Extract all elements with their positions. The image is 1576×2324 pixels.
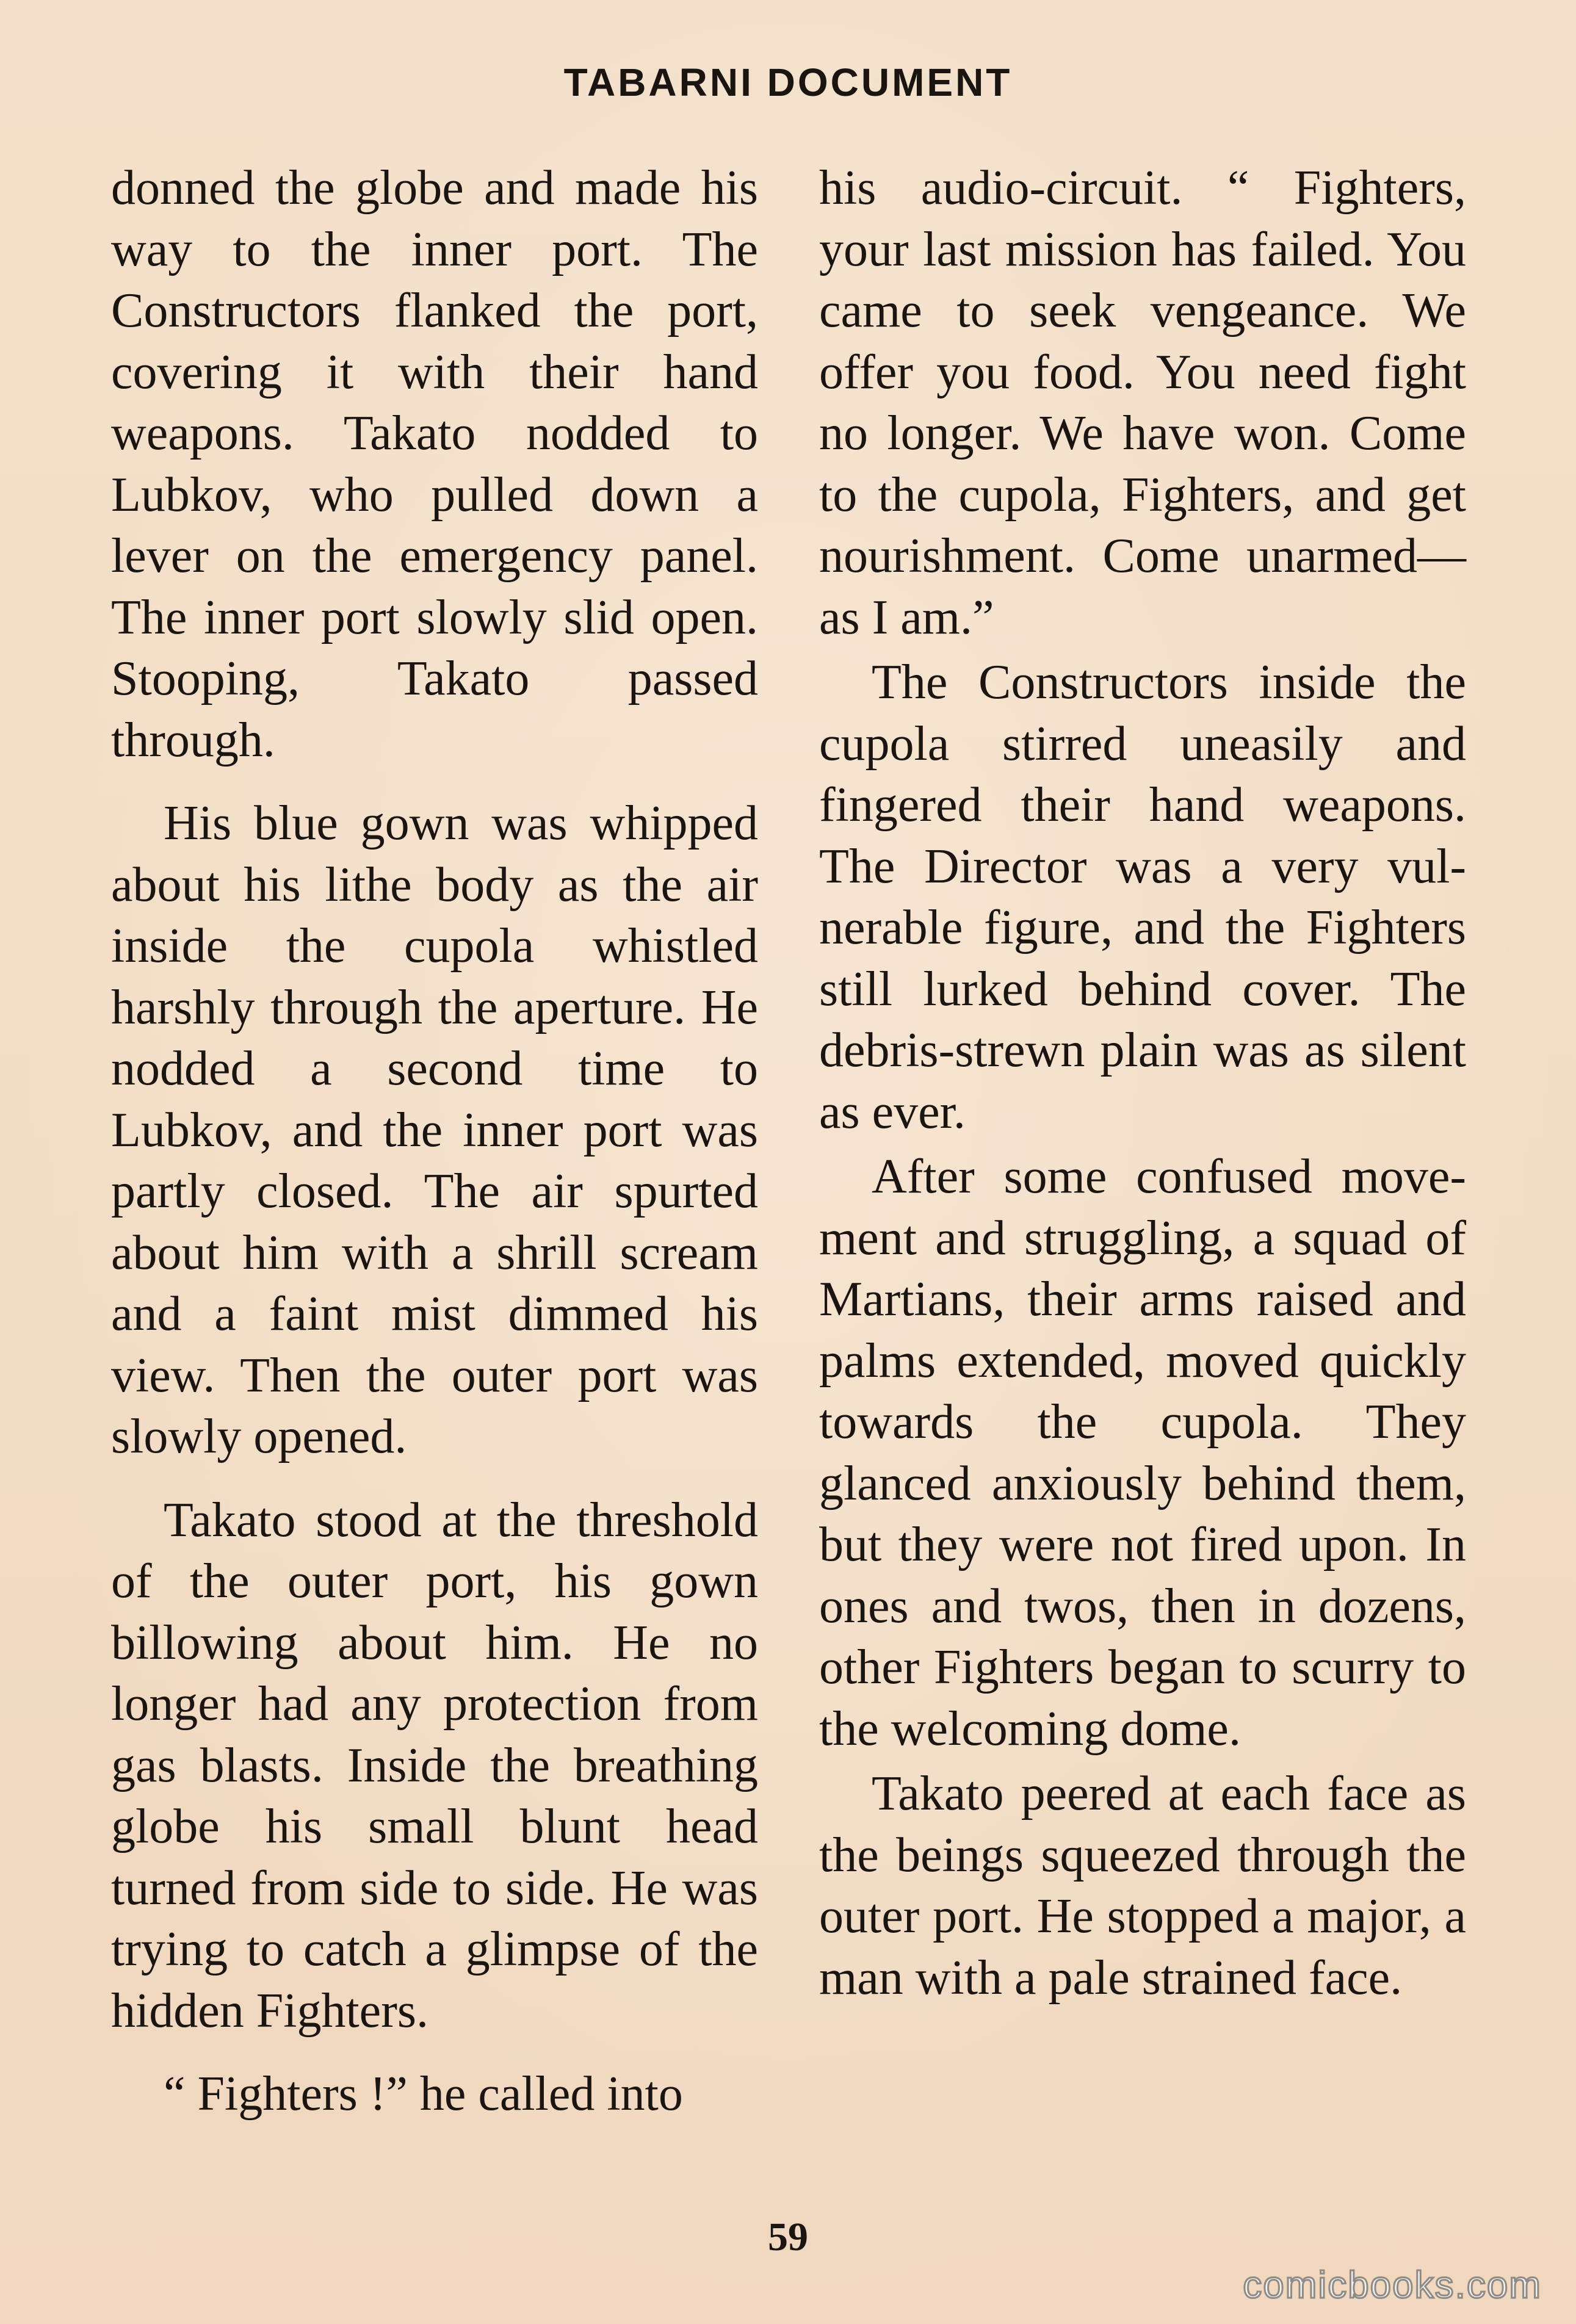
watermark: comicbooks.com (1243, 2264, 1542, 2306)
left-paragraph-4: “ Fighters !” he called into (164, 2067, 683, 2121)
left-column (111, 157, 758, 2125)
right-paragraph-3: After some confused movement and struggling, a squad of Martians, their arms raised and palms extended, moved quickly towards the cupola. They glanced anxiously behind them, but they were not fired upon. In ones and twos, then in dozens, other Fighters began to scurry to the welcoming dome. (819, 1150, 1466, 1756)
running-head: TABARNI DOCUMENT (563, 60, 1013, 104)
right-paragraph-1: his audio-circuit. “ Fighters, your last mission has failed. You came to seek vengeance. We offer you food. You need fight no longer. We have won. Come to the cupola, Fighters, and get nourishment. Come unarmed—as I am.” (819, 161, 1466, 644)
left-paragraph-3: Takato stood at the threshold of the outer port, his gown billowing about him. He no longer had any protection from gas blasts. Inside the breathing globe his small blunt head turned from side to side. He was trying to catch a glimpse of the hidden Fighters. (111, 1493, 758, 2038)
right-paragraph-2: The Constructors inside the cupola stirred uneasily and fingered their hand weapons. The Director was a very vulnerable figure, and the Fighters still lurked behind cover. The debris-strewn plain was as silent as ever. (819, 655, 1466, 1139)
page-number: 59 (768, 2215, 808, 2259)
left-paragraph-1: donned the globe and made his way to the inner port. The Constructors flanked the port, covering it with their hand weapons. Takato nodded to Lubkov, who pulled down a lever on the emergency panel. The inner port slowly slid open. Stooping, Takato passed through. (111, 161, 758, 767)
left-paragraph-2: His blue gown was whipped about his lithe body as the air inside the cupola whistled harshly through the aperture. He nodded a second time to Lubkov, and the inner port was partly closed. The air spurted about him with a shrill scream and a faint mist dimmed his view. Then the outer port was slowly opened. (111, 796, 758, 1463)
right-paragraph-4: Takato peered at each face as the beings squeezed through the outer port. He stopped a major, a man with a pale strained face. (819, 1767, 1466, 2005)
right-column (819, 157, 1466, 2008)
